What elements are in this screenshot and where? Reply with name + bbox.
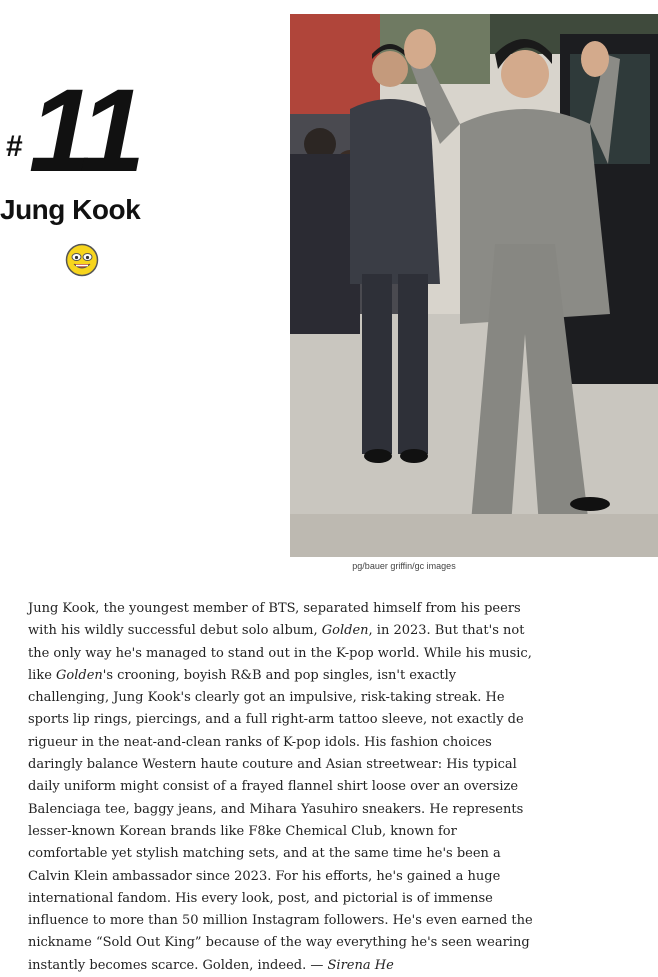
- rank-heading: [6, 65, 140, 197]
- person-name: Jung Kook: [0, 194, 141, 225]
- album-title-2: Golden: [56, 667, 103, 683]
- rank-number: 11: [28, 65, 140, 197]
- article-text-1: Jung Kook, the youngest member of BTS, separated himself from his peers with his wildly successful debut solo album,: [28, 601, 521, 639]
- article-body: [28, 598, 540, 977]
- article-author: Sirena He: [327, 957, 394, 973]
- article-text-3: 's crooning, boyish R&B and pop singles, isn't exactly challenging, Jung Kook's clearly got an impulsive, risk-taking streak. He sports lip rings, piercings, and a full right-arm tattoo sleeve, not exactly de rigueur in the neat-and-clean ranks of K-pop idols. His fashion choices daringly balance Western haute couture and Asian streetwear: His typical daily uniform might consist of a frayed flannel shirt loose over an oversize Balenciaga tee, baggy jeans, and Mihara Yasuhiro sneakers. He represents lesser-known Korean brands like F8ke Chemical Club, known for comfortable yet stylish matching sets, and at the same time he's been a Calvin Klein ambassador since 2023. For his efforts, he's gained a huge international fandom. His every look, post, and pictorial is of immense influence to more than 50 million Instagram followers. He's even earned the nickname “Sold Out King” because of the way everything he's seen wearing instantly becomes scarce. Golden, indeed. —: [28, 667, 533, 973]
- album-title-1: Golden: [321, 623, 369, 639]
- smiley-emoji-icon: [65, 243, 99, 277]
- article-text-2: , in 2023. But that's not the only way he's managed to stand out in the K-pop world. While his music, like: [28, 623, 532, 683]
- jungkook-photo: [290, 14, 658, 557]
- rank-hash: #: [6, 130, 23, 164]
- photo-credit: pg/bauer griffin/gc images: [352, 561, 456, 571]
